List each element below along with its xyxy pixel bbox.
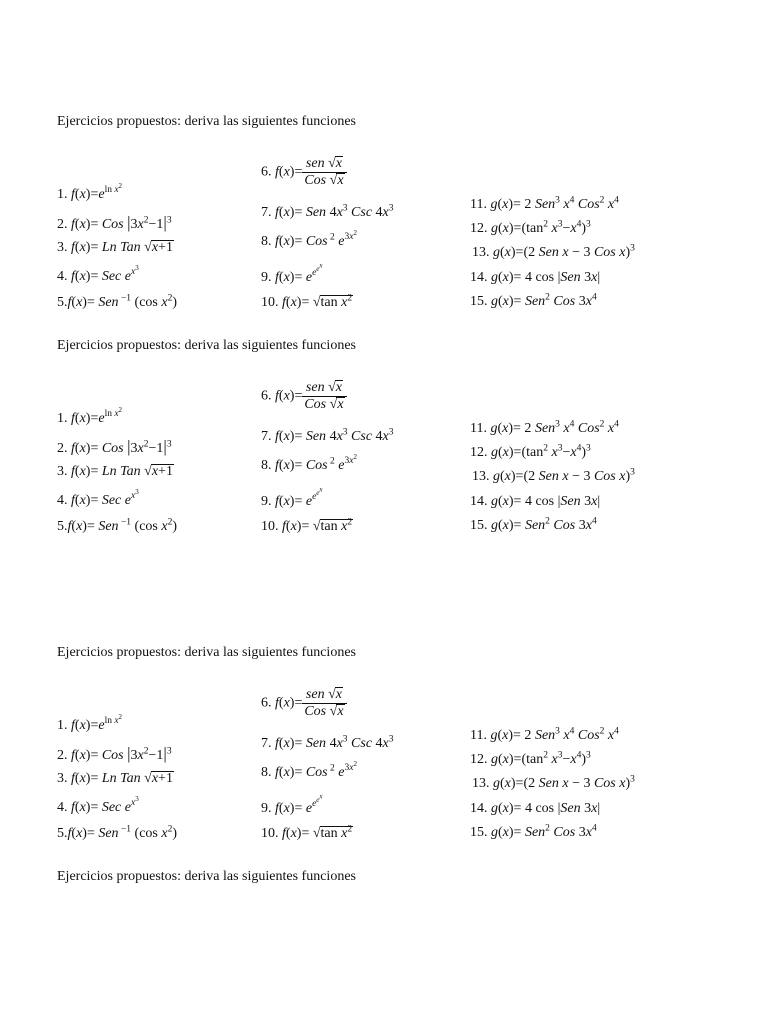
exercise-9: 9. $f(x)= e^{e^{e^x}}$: [261, 793, 323, 817]
exercise-11: 11. g(x)= 2 Sen$^3$ $x^4$ Cos$^2$ $x^4$: [470, 195, 619, 212]
exercise-10: 10. f(x)= √tan $x^2$: [261, 517, 353, 534]
exercise-number: 9.: [261, 270, 272, 286]
exercise-number: 6.: [261, 695, 272, 711]
exercise-10: 10. f(x)= √tan $x^2$: [261, 293, 353, 310]
exercise-13: 13. g(x)=(2 Sen x − 3 Cos x)$^3$: [472, 774, 635, 791]
exercise-10: 10. f(x)= √tan $x^2$: [261, 824, 353, 841]
exercise-number: 13.: [472, 469, 490, 484]
exercise-number: 7.: [261, 205, 272, 220]
exercise-number: 10.: [261, 295, 279, 310]
exercise-14: 14. g(x)= 4 cos |Sen 3x|: [470, 270, 601, 285]
exercise-number: 12.: [470, 752, 488, 767]
exercise-3: 3. f(x)= Ln Tan √x+1: [57, 240, 173, 255]
exercise-7: 7. f(x)= Sen $4x^3$ Csc $4x^3$: [261, 427, 394, 444]
exercise-number: 4.: [57, 493, 68, 508]
exercise-5: 5.f(x)= Sen $^{-1}$ (cos $x^2$): [57, 517, 178, 534]
exercise-number: 4.: [57, 269, 68, 284]
exercise-4: 4. f(x)= Sec $e^{x^3}$: [57, 795, 139, 815]
exercise-number: 2.: [57, 748, 68, 763]
exercise-number: 11.: [470, 421, 487, 436]
exercise-number: 2.: [57, 217, 68, 232]
exercise-14: 14. g(x)= 4 cos |Sen 3x|: [470, 494, 601, 509]
exercise-12: 12. $g(x)=(\tan^2$ $x^3-x^4)^3$: [470, 443, 591, 460]
exercise-number: 8.: [261, 234, 272, 249]
exercise-15: 15. g(x)= Sen$^2$ Cos $3x^4$: [470, 516, 597, 533]
exercise-number: 15.: [470, 294, 488, 309]
exercise-number: 9.: [261, 801, 272, 817]
exercise-11: 11. g(x)= 2 Sen$^3$ $x^4$ Cos$^2$ $x^4$: [470, 726, 619, 743]
exercise-7: 7. f(x)= Sen $4x^3$ Csc $4x^3$: [261, 734, 394, 751]
exercise-number: 6.: [261, 388, 272, 404]
exercise-5: 5.f(x)= Sen $^{-1}$ (cos $x^2$): [57, 293, 178, 310]
exercise-number: 13.: [472, 245, 490, 260]
exercise-8: 8. f(x)= Cos $^2$ $e^{3x^2}$: [261, 453, 357, 473]
exercise-1: 1. $f(x)=e^{ln x^2}$: [57, 182, 123, 202]
exercise-number: 3.: [57, 240, 68, 255]
exercise-6: 6. f(x)= $\frac{\text{sen √x}}{\text{Cos √x}}$: [261, 380, 347, 413]
exercise-number: 4.: [57, 800, 68, 815]
exercise-number: 3.: [57, 464, 68, 479]
exercise-number: 14.: [470, 494, 488, 509]
exercise-9: 9. $f(x)= e^{e^{e^x}}$: [261, 262, 323, 286]
exercise-number: 10.: [261, 519, 279, 534]
exercise-number: 7.: [261, 736, 272, 751]
exercise-15: 15. g(x)= Sen$^2$ Cos $3x^4$: [470, 823, 597, 840]
exercise-number: 5.: [57, 826, 68, 841]
exercise-5: 5.f(x)= Sen $^{-1}$ (cos $x^2$): [57, 824, 178, 841]
exercise-number: 11.: [470, 197, 487, 212]
section-heading-1: Ejercicios propuestos: deriva las siguientes funciones: [57, 114, 356, 129]
exercise-2: 2. f(x)= Cos $|3x^2-1|^3$: [57, 744, 172, 763]
exercise-number: 5.: [57, 519, 68, 534]
exercise-number: 14.: [470, 270, 488, 285]
exercise-number: 1.: [57, 411, 68, 426]
exercise-14: 14. g(x)= 4 cos |Sen 3x|: [470, 801, 601, 816]
exercise-15: 15. g(x)= Sen$^2$ Cos $3x^4$: [470, 292, 597, 309]
section-heading-2: Ejercicios propuestos: deriva las siguientes funciones: [57, 338, 356, 353]
exercise-number: 1.: [57, 718, 68, 733]
exercise-number: 10.: [261, 826, 279, 841]
exercise-13: 13. g(x)=(2 Sen x − 3 Cos x)$^3$: [472, 243, 635, 260]
exercise-4: 4. f(x)= Sec $e^{x^3}$: [57, 488, 139, 508]
exercise-block-3: [0, 679, 768, 849]
section-heading-3: Ejercicios propuestos: deriva las siguientes funciones: [57, 645, 356, 660]
exercise-number: 1.: [57, 187, 68, 202]
exercise-number: 8.: [261, 458, 272, 473]
section-heading-4: Ejercicios propuestos: deriva las siguientes funciones: [57, 869, 356, 884]
exercise-number: 14.: [470, 801, 488, 816]
exercise-4: 4. f(x)= Sec $e^{x^3}$: [57, 264, 139, 284]
exercise-9: 9. $f(x)= e^{e^{e^x}}$: [261, 486, 323, 510]
exercise-number: 2.: [57, 441, 68, 456]
exercise-number: 7.: [261, 429, 272, 444]
exercise-2: 2. f(x)= Cos $|3x^2-1|^3$: [57, 437, 172, 456]
exercise-1: 1. $f(x)=e^{ln x^2}$: [57, 406, 123, 426]
exercise-13: 13. g(x)=(2 Sen x − 3 Cos x)$^3$: [472, 467, 635, 484]
exercise-number: 9.: [261, 494, 272, 510]
exercise-number: 13.: [472, 776, 490, 791]
exercise-7: 7. f(x)= Sen $4x^3$ Csc $4x^3$: [261, 203, 394, 220]
exercise-number: 12.: [470, 221, 488, 236]
exercise-8: 8. f(x)= Cos $^2$ $e^{3x^2}$: [261, 229, 357, 249]
exercise-8: 8. f(x)= Cos $^2$ $e^{3x^2}$: [261, 760, 357, 780]
exercise-3: 3. f(x)= Ln Tan √x+1: [57, 771, 173, 786]
exercise-number: 11.: [470, 728, 487, 743]
exercise-number: 12.: [470, 445, 488, 460]
exercise-number: 5.: [57, 295, 68, 310]
exercise-number: 15.: [470, 825, 488, 840]
exercise-11: 11. g(x)= 2 Sen$^3$ $x^4$ Cos$^2$ $x^4$: [470, 419, 619, 436]
exercise-number: 15.: [470, 518, 488, 533]
exercise-6: 6. f(x)= $\frac{\text{sen √x}}{\text{Cos √x}}$: [261, 156, 347, 189]
exercise-12: 12. $g(x)=(\tan^2$ $x^3-x^4)^3$: [470, 750, 591, 767]
exercise-number: 8.: [261, 765, 272, 780]
exercise-2: 2. f(x)= Cos $|3x^2-1|^3$: [57, 213, 172, 232]
exercise-block-1: [0, 148, 768, 318]
exercise-number: 3.: [57, 771, 68, 786]
exercise-6: 6. f(x)= $\frac{\text{sen √x}}{\text{Cos √x}}$: [261, 687, 347, 720]
exercise-1: 1. $f(x)=e^{ln x^2}$: [57, 713, 123, 733]
exercise-12: 12. $g(x)=(\tan^2$ $x^3-x^4)^3$: [470, 219, 591, 236]
exercise-3: 3. f(x)= Ln Tan √x+1: [57, 464, 173, 479]
exercise-block-2: [0, 372, 768, 542]
exercise-number: 6.: [261, 164, 272, 180]
